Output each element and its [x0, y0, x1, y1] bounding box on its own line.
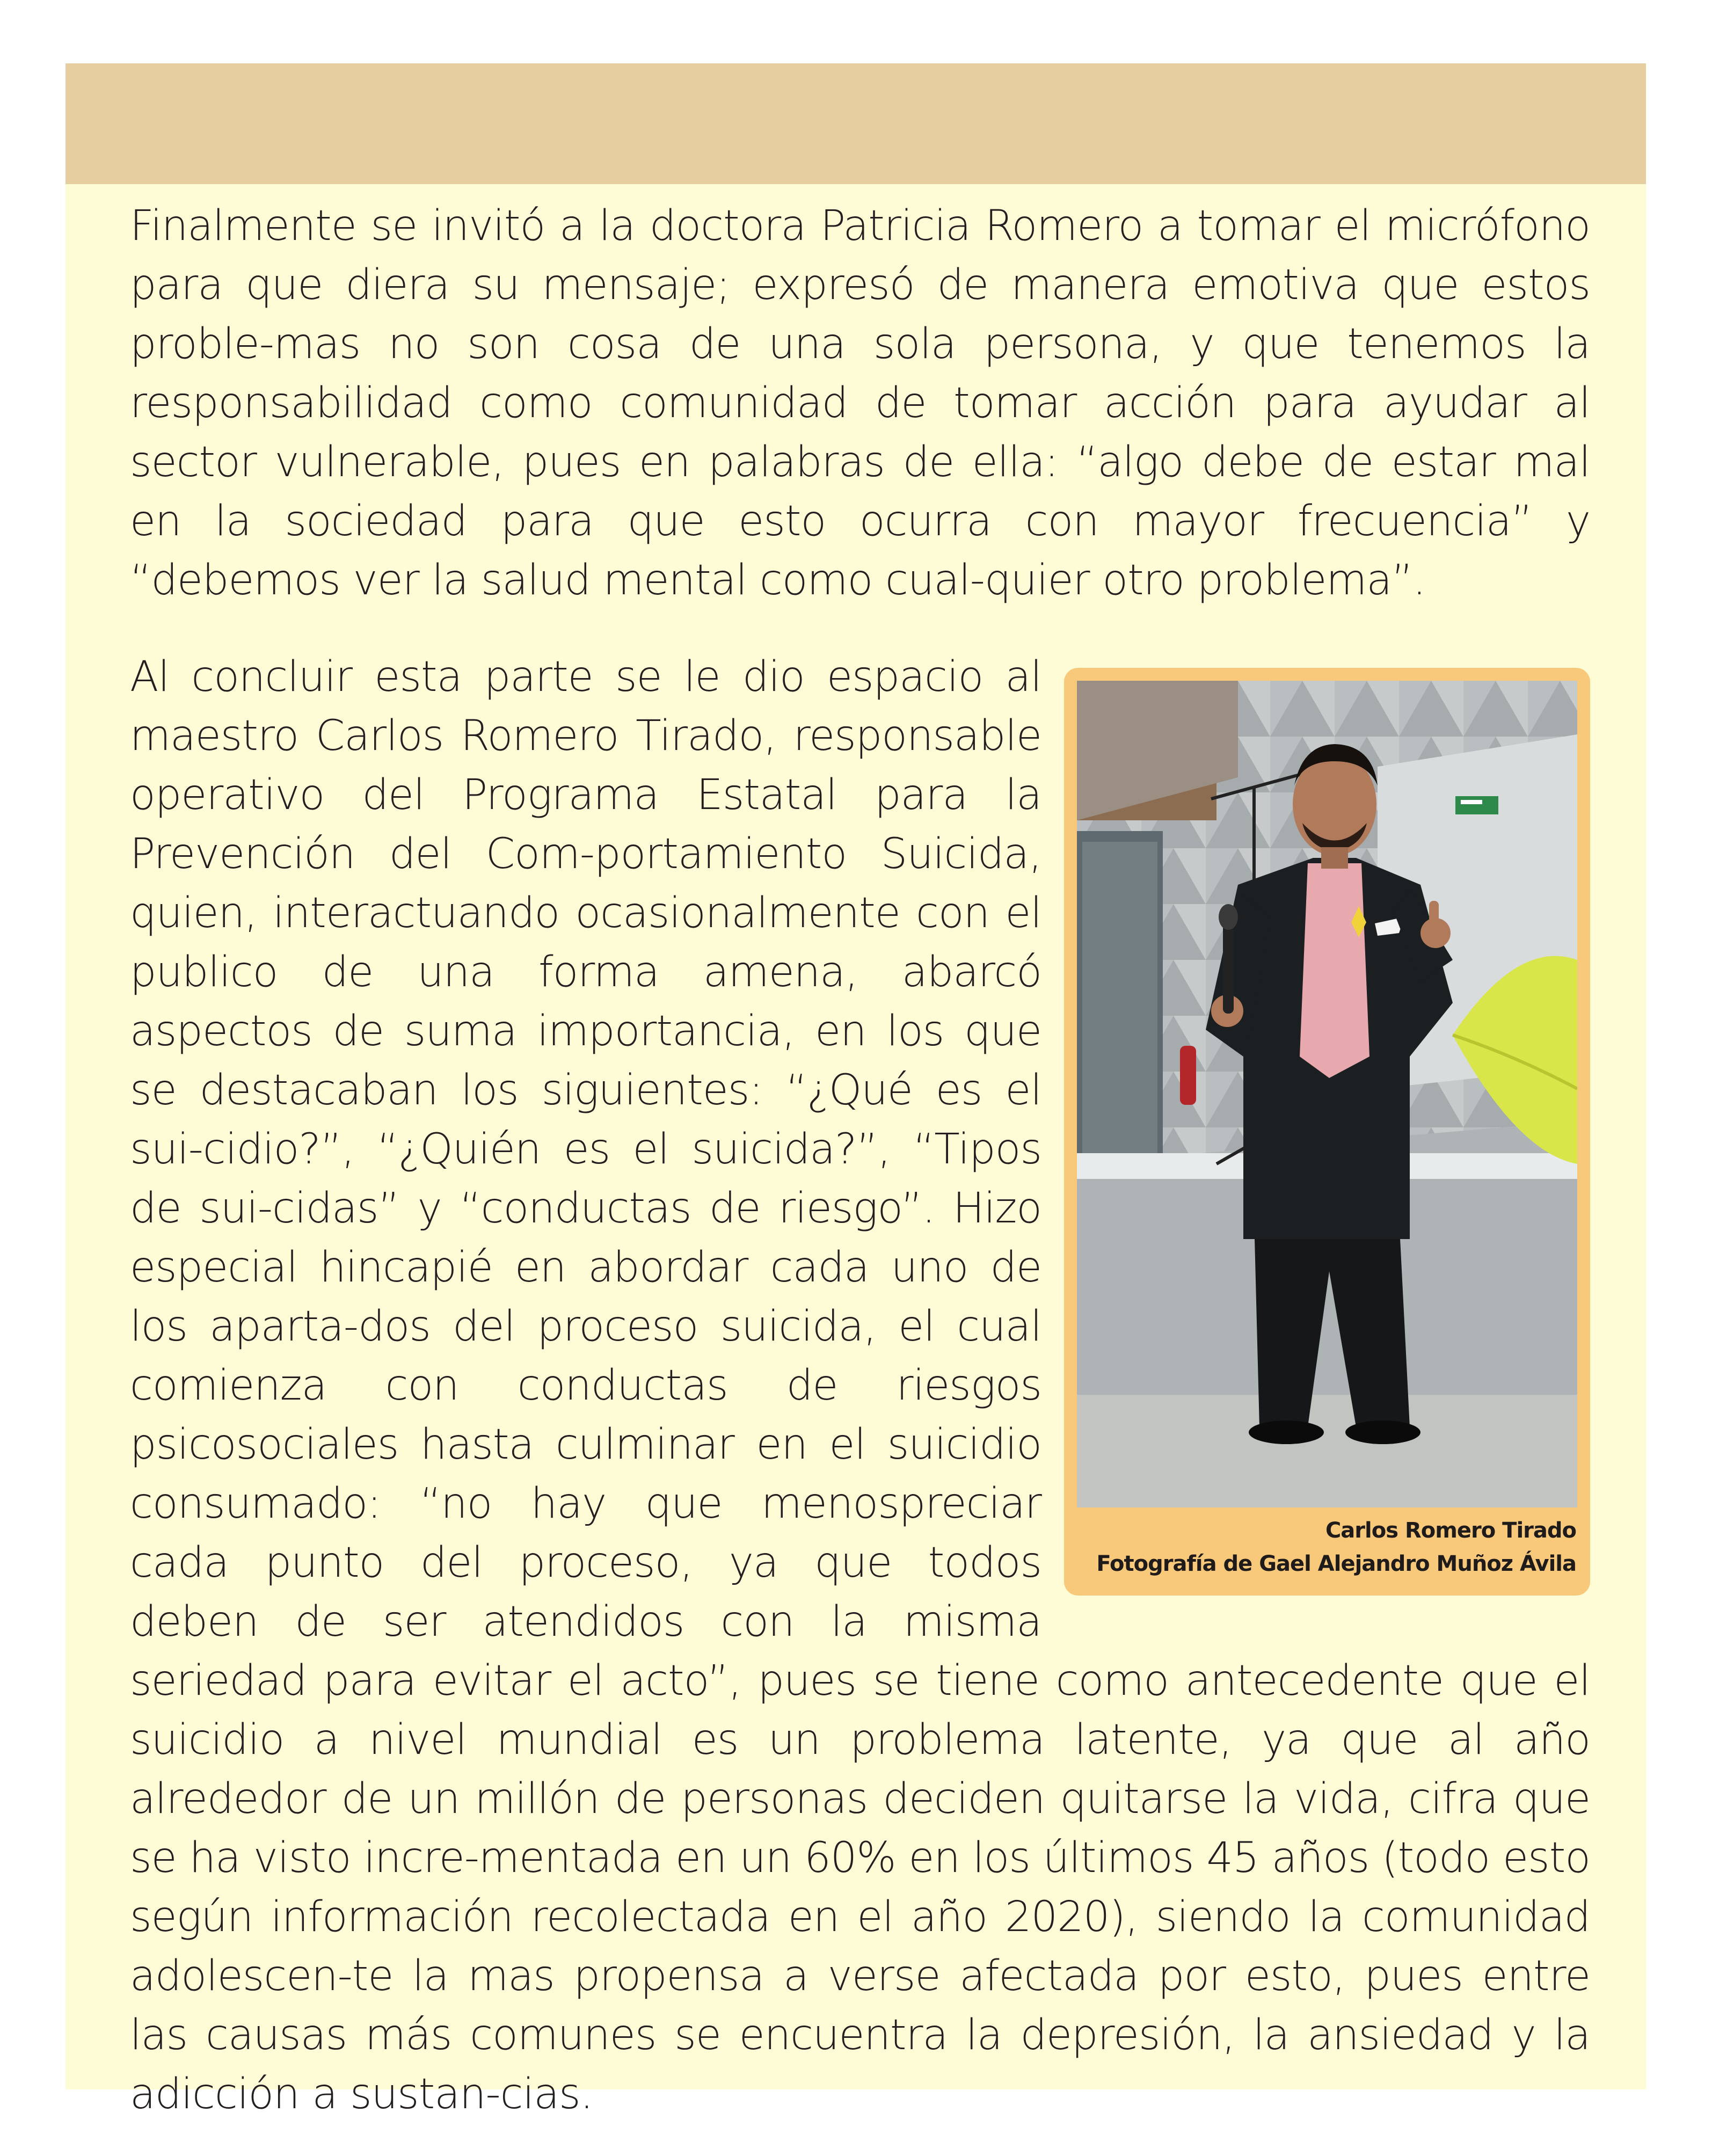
paragraph-spacer	[130, 610, 1590, 647]
photo-caption	[1096, 1514, 1576, 1580]
speaker-photo	[1077, 681, 1577, 1507]
caption-credit: Fotografía de Gael Alejandro Muñoz Ávila	[1096, 1552, 1576, 1576]
photo-frame	[1064, 668, 1590, 1596]
header-band	[65, 63, 1646, 184]
paragraph-2-text: Al concluir esta parte se le dio espacio al maestro Carlos Romero Tirado, responsable operativo del Programa Estatal para la Prevención del Com-portamiento Suicida, quien, interactuando ocasionalmente con el publico de una forma amena, abarcó aspectos de suma importancia, en los que se destacaban los siguientes: “¿Qué es el sui-cidio?”, “¿Quién es el suicida?”, “Tipos de sui-cidas” y “conductas de riesgo”. Hizo especial hincapié en abordar cada uno de los aparta-dos del proceso suicida, el cual comienza con conductas de riesgos psicosociales hasta culminar en el suicidio consumado: “no hay que menospreciar cada punto del proceso, ya que todos deben de ser atendidos con la misma seriedad para evitar el acto”, pues se tiene como antecedente que el suicidio a nivel mundial es un problema latente, ya que al año alrededor de un millón de personas deciden quitarse la vida, cifra que se ha visto incre-mentada en un 60% en los últimos 45 años (todo esto según información recolectada en el año 2020), siendo la comunidad adolescen-te la mas propensa a verse afectada por esto, pues entre las causas más comunes se encuentra la depresión, la ansiedad y la adicción a sustan-cias.	[130, 653, 1590, 2118]
paragraph-2	[130, 647, 1590, 2124]
paragraph-1: Finalmente se invitó a la doctora Patricia Romero a tomar el micrófono para que diera su mensaje; expresó de manera emotiva que estos proble-mas no son cosa de una sola persona, y que tenemos la responsabilidad como comunidad de tomar acción para ayudar al sector vulnerable, pues en palabras de ella: “algo debe de estar mal en la sociedad para que esto ocurra con mayor frecuencia” y “debemos ver la salud mental como cual-quier otro problema”.	[130, 202, 1590, 604]
caption-name: Carlos Romero Tirado	[1325, 1518, 1576, 1543]
article-panel	[65, 63, 1646, 2118]
article-body	[130, 196, 1590, 2124]
